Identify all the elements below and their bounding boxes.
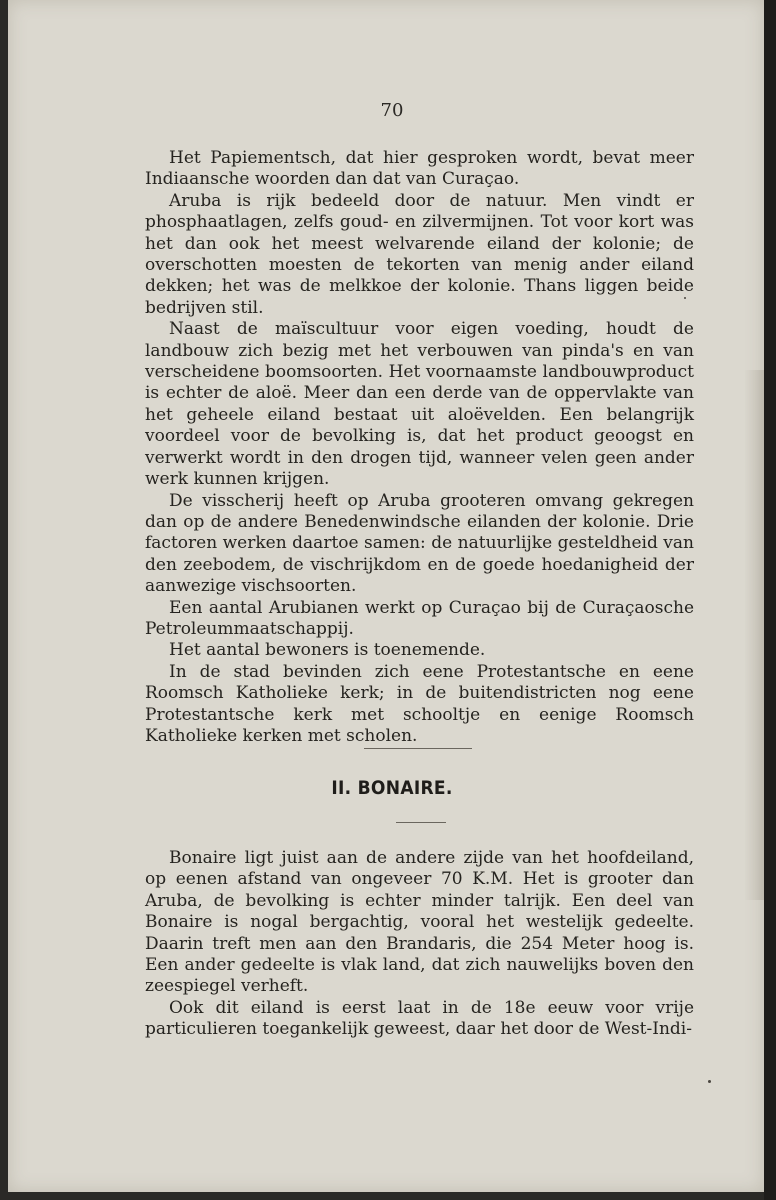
paper-speck xyxy=(684,297,686,299)
page-fold-shadow xyxy=(744,370,764,900)
section-heading: II. BONAIRE. xyxy=(331,777,453,799)
paragraph: De visscherij heeft op Aruba grooteren omvang gekregen dan op de andere Benedenwindsche eilanden der kolonie. Drie factoren werken daartoe samen: de natuurlijke gesteldheid van den zeebodem, de vischrijkdom en de goede hoedanigheid der aanwezige vischsoorten. xyxy=(145,490,694,597)
text-block-aruba xyxy=(145,148,694,747)
paragraph: Naast de maïscultuur voor eigen voeding, houdt de landbouw zich bezig met het verbouwen van pinda's en van verscheidene boomsoorten. Het voornaamste landbouwproduct is echter de aloë. Meer dan een derde van de oppervlakte van het geheele eiland bestaat uit aloëvelden. Een belangrijk voordeel voor de bevolking is, dat het product geoogst en verwerkt wordt in den drogen tijd, wanneer velen geen ander werk kunnen krijgen. xyxy=(145,319,694,490)
paragraph: Een aantal Arubianen werkt op Curaçao bij de Curaçaosche Petroleummaatschappij. xyxy=(145,597,694,639)
paragraph: Aruba is rijk bedeeld door de natuur. Men vindt er phosphaatlagen, zelfs goud- en zilvermijnen. Tot voor kort was het dan ook het meest welvarende eiland der kolonie; de overschotten moesten de tekorten van menig ander eiland dekken; het was de melkkoe der kolonie. Thans liggen beide bedrijven stil. xyxy=(145,190,694,318)
paragraph: Het aantal bewoners is toenemende. xyxy=(169,640,486,661)
page-number: 70 xyxy=(380,100,404,121)
paragraph: Ook dit eiland is eerst laat in de 18e eeuw voor vrije particulieren toegankelijk geweest, daar het door de West-Indi- xyxy=(145,997,694,1040)
book-edge xyxy=(764,0,776,1200)
paragraph: In de stad bevinden zich eene Protestantsche en eene Roomsch Katholieke kerk; in de buitendistricten nog eene Protestantsche kerk met schooltje en eenige Roomsch Katholieke kerken met scholen. xyxy=(145,661,694,746)
section-divider-bottom xyxy=(396,822,446,823)
text-block-bonaire xyxy=(145,848,694,1041)
paper-speck xyxy=(708,1080,711,1083)
book-page xyxy=(8,0,764,1192)
paragraph: Het Papiementsch, dat hier gesproken wordt, bevat meer Indiaansche woorden dan dat van Curaçao. xyxy=(145,148,694,190)
paragraph: Bonaire ligt juist aan de andere zijde van het hoofdeiland, op eenen afstand van ongeveer 70 K.M. Het is grooter dan Aruba, de bevolking is echter minder talrijk. Een deel van Bonaire is nogal bergachtig, vooral het westelijk gedeelte. Daarin treft men aan den Brandaris, die 254 Meter hoog is. Een ander gedeelte is vlak land, dat zich nauwelijks boven den zeespiegel verheft. xyxy=(145,848,694,997)
section-divider-top xyxy=(364,748,472,749)
